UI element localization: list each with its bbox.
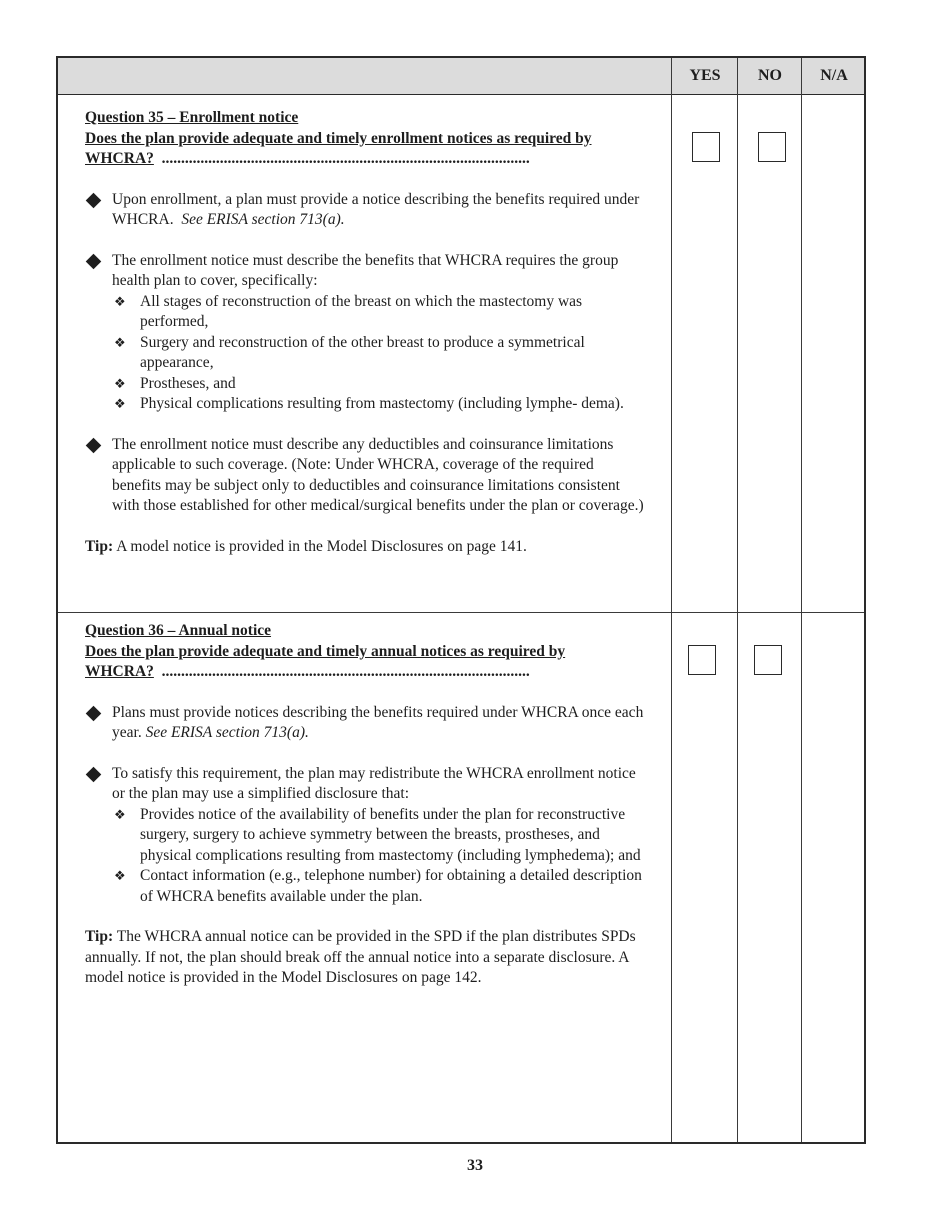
- list-item: The enrollment notice must describe any deductibles and coinsurance limitations applicable to such coverage. (Note: Under WHCRA, coverage of the required benefits may be subject only to deductibles and coinsurance limitations consistent with those established for other medical/surgical benefits under the plan or coverage.): [85, 435, 645, 517]
- list-item: To satisfy this requirement, the plan may redistribute the WHCRA enrollment notice or the plan may use a simplified disclosure that: ❖ Provides notice of the availability of benefits under the plan for reconstructive surgery, surgery to achieve symmetry between the breasts, prostheses, and physical complications resulting from mastectomy (including lymphedema); and ❖ Contact information (e.g., telephone number) for obtaining a detailed description of WHCRA benefits available under the plan.: [85, 764, 645, 908]
- diamond-bullet-icon: [86, 192, 102, 208]
- question-35-text: Does the plan provide adequate and timely enrollment notices as required by WHCRA? ...............................................................................................: [85, 129, 592, 167]
- sub-list-item: ❖ All stages of reconstruction of the breast on which the mastectomy was performed,: [114, 292, 583, 330]
- yes-checkbox[interactable]: [692, 132, 720, 162]
- tip: Tip: The WHCRA annual notice can be provided in the SPD if the plan distributes SPDs annually. If not, the plan should break off the annual notice into a separate disclosure. A model notice is provided in the Model Disclosures on page 142.: [85, 928, 636, 986]
- question-36-text: Does the plan provide adequate and timely annual notices as required by WHCRA? ...............................................................................................: [85, 642, 566, 680]
- four-diamond-bullet-icon: ❖: [114, 293, 126, 309]
- sub-list-item: ❖ Surgery and reconstruction of the other breast to produce a symmetrical appearance,: [114, 333, 585, 371]
- four-diamond-bullet-icon: ❖: [114, 868, 126, 883]
- four-diamond-bullet-icon: ❖: [114, 806, 126, 822]
- yes-checkbox[interactable]: [688, 645, 716, 675]
- diamond-bullet-icon: [86, 766, 102, 782]
- no-checkbox[interactable]: [758, 132, 786, 162]
- col-na-header: N/A: [820, 67, 848, 84]
- page-number: 33: [467, 1157, 483, 1174]
- row-divider: [58, 612, 864, 613]
- sub-list-item: ❖ Prostheses, and: [112, 374, 645, 395]
- column-divider: [801, 58, 802, 1142]
- four-diamond-bullet-icon: ❖: [114, 334, 126, 350]
- list-item: Plans must provide notices describing the benefits required under WHCRA once each year. See ERISA section 713(a).: [85, 703, 645, 744]
- question-35-title: Question 35 – Enrollment notice: [85, 109, 299, 126]
- four-diamond-bullet-icon: ❖: [114, 396, 126, 411]
- diamond-bullet-icon: [86, 705, 102, 721]
- col-no-header: NO: [758, 67, 782, 84]
- diamond-bullet-icon: [86, 437, 102, 453]
- col-yes-header: YES: [689, 67, 721, 84]
- question-36: [85, 621, 645, 989]
- diamond-bullet-icon: [86, 253, 102, 269]
- question-36-title: Question 36 – Annual notice: [85, 622, 272, 639]
- checklist-table: [56, 56, 866, 1144]
- sub-list-item: ❖ Physical complications resulting from mastectomy (including lymphe- dema).: [112, 394, 645, 415]
- sub-list-item: ❖ Contact information (e.g., telephone number) for obtaining a detailed description of WHCRA benefits available under the plan.: [114, 867, 642, 905]
- question-35: [85, 108, 645, 557]
- list-item: The enrollment notice must describe the benefits that WHCRA requires the group health plan to cover, specifically: ❖ All stages of reconstruction of the breast on which the mastectomy was performed, ❖ Surgery and reconstruction of the other breast to produce a symmetrical appearance, ❖ Prostheses, and ❖ Physical complications resulting from mastectomy (including lymphe- dema).: [85, 251, 645, 415]
- list-item: Upon enrollment, a plan must provide a notice describing the benefits required under WHCRA. See ERISA section 713(a).: [85, 190, 645, 231]
- column-divider: [737, 58, 738, 1142]
- four-diamond-bullet-icon: ❖: [114, 375, 126, 391]
- sub-list-item: ❖ Provides notice of the availability of benefits under the plan for reconstructive surgery, surgery to achieve symmetry between the breasts, prostheses, and physical complications resulting from mastectomy (including lymphedema); and: [114, 805, 641, 864]
- tip: Tip: A model notice is provided in the Model Disclosures on page 141.: [85, 537, 527, 555]
- no-checkbox[interactable]: [754, 645, 782, 675]
- column-divider: [671, 58, 672, 1142]
